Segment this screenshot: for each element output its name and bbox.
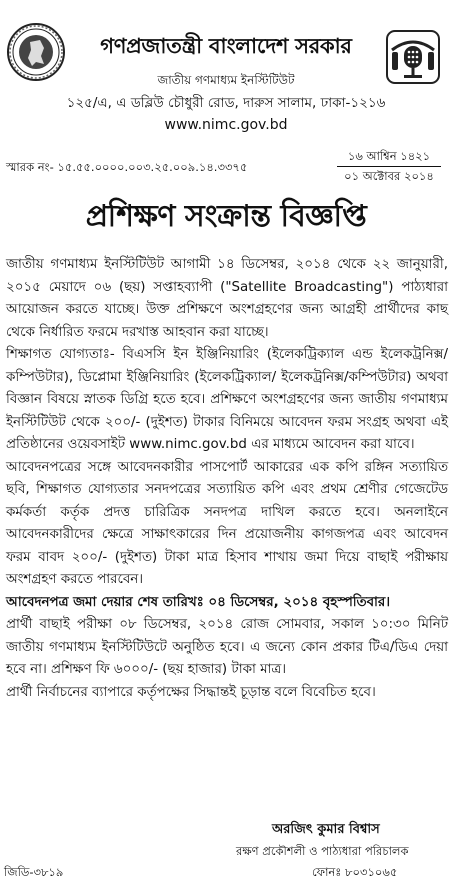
paragraph-authority: প্রার্থী নির্বাচনের ব্যাপারে কর্তৃপক্ষের সিদ্ধান্তই চূড়ান্ত বলে বিবেচিত হবে। xyxy=(6,684,376,700)
memo-number: স্মারক নং- ১৫.৫৫.০০০০.০০৩.২৫.০০৯.১৪.৩৩৭৫ xyxy=(6,160,248,174)
gd-code: জিডি-৩৮১৯ xyxy=(4,865,64,879)
date-english: ০১ অক্টোবর ২০১৪ xyxy=(344,169,434,183)
institute-name: জাতীয় গণমাধ্যম ইনস্টিটিউট xyxy=(157,73,295,87)
paragraph-exam: প্রার্থী বাছাই পরীক্ষা ০৮ ডিসেম্বর, ২০১৪ রোজ সোমবার, সকাল ১০:৩০ মিনিট জাতীয় গণমাধ্যম ইনস্টিটিউটে অনুষ্ঠিত হবে। এ জন্যে কোন প্রকার টিএ/ডিএ দেয়া হবে না। প্রশিক্ষণ ফি ৬০০০/- (ছয় হাজার) টাকা মাত্র। xyxy=(6,617,448,677)
memo-date xyxy=(333,148,445,185)
date-bangla: ১৬ আশ্বিন ১৪২১ xyxy=(347,149,431,163)
date-divider xyxy=(337,166,441,167)
paragraph-deadline: আবেদনপত্র জমা দেয়ার শেষ তারিখঃ ০৪ ডিসেম্বর, ২০১৪ বৃহস্পতিবার। xyxy=(6,594,391,610)
phone-number: ফোনঃ ৮০৩১০৬৫ xyxy=(312,865,398,879)
paragraph-qualification: শিক্ষাগত যোগ্যতাঃ- বিএসসি ইন ইঞ্জিনিয়ারিং (ইলেকট্রিক্যাল এন্ড ইলেকট্রনিক্স/কম্পিউটার), ডিপ্লোমা ইঞ্জিনিয়ারিং (ইলেকট্রিক্যাল/ ইলেকট্রনিক্স/কম্পিউটার) অথবা বিজ্ঞান বিষয়ে স্নাতক ডিগ্রি হতে হবে। প্রশিক্ষণে অংশগ্রহণের জন্য জাতীয় গণমাধ্যম ইনস্টিটিউট থেকে ২০০/- (দুইশত) টাকার বিনিময়ে আবেদন ফরম সংগ্রহ অথবা এই প্রতিষ্ঠানের ওয়েবসাইট www.nimc.gov.bd এর মাধ্যমে আবেদন করা যাবে। xyxy=(6,347,448,452)
government-title: গণপ্রজাতন্ত্রী বাংলাদেশ সরকার xyxy=(100,34,352,58)
institute-website: www.nimc.gov.bd xyxy=(164,117,288,133)
signatory-title: রক্ষণ প্রকৌশলী ও পাঠ্যধারা পরিচালক xyxy=(236,844,409,858)
institute-address: ১২৫/এ, এ ডব্লিউ চৌধুরী রোড, দারুস সালাম, ঢাকা-১২১৬ xyxy=(66,95,386,111)
notice-heading: প্রশিক্ষণ সংক্রান্ত বিজ্ঞপ্তি xyxy=(85,199,367,234)
paragraph-course: জাতীয় গণমাধ্যম ইনস্টিটিউট আগামী ১৪ ডিসেম্বর, ২০১৪ থেকে ২২ জানুয়ারী, ২০১৫ মেয়াদে ০৬ (ছয়) সপ্তাহব্যাপী ("Satellite Broadcasting") পাঠ্যধারা আয়োজন করতে যাচ্ছে। উক্ত প্রশিক্ষণে অংশগ্রহণের জন্য আগ্রহী প্রার্থীদের কাছ থেকে নির্ধারিত ফরমে দরখাস্ত আহবান করা যাচ্ছে। xyxy=(6,257,448,340)
government-emblem-icon xyxy=(6,22,66,82)
notice-body xyxy=(6,254,448,704)
nimc-logo-icon xyxy=(386,30,440,84)
signatory-name: অরজিৎ কুমার বিশ্বাস xyxy=(272,822,380,837)
paragraph-documents: আবেদনপত্রের সঙ্গে আবেদনকারীর পাসপোর্ট আকারের এক কপি রঙ্গিন সত্যায়িত ছবি, শিক্ষাগত যোগ্যতার সনদপত্রের সত্যায়িত কপি এবং প্রথম শ্রেণীর গেজেটেড কর্মকর্তা কর্তৃক প্রদত্ত চারিত্রিক সনদপত্র দাখিল করতে হবে। অনলাইনে আবেদনকারীদের ক্ষেত্রে সাক্ষাৎকারের দিন প্রয়োজনীয় কাগজপত্র এবং আবেদন ফরম বাবদ ২০০/- (দুইশত) টাকা মাত্র হিসাব শাখায় জমা দিয়ে বাছাই পরীক্ষায় অংশগ্রহণ করতে পারবেন। xyxy=(6,459,448,587)
